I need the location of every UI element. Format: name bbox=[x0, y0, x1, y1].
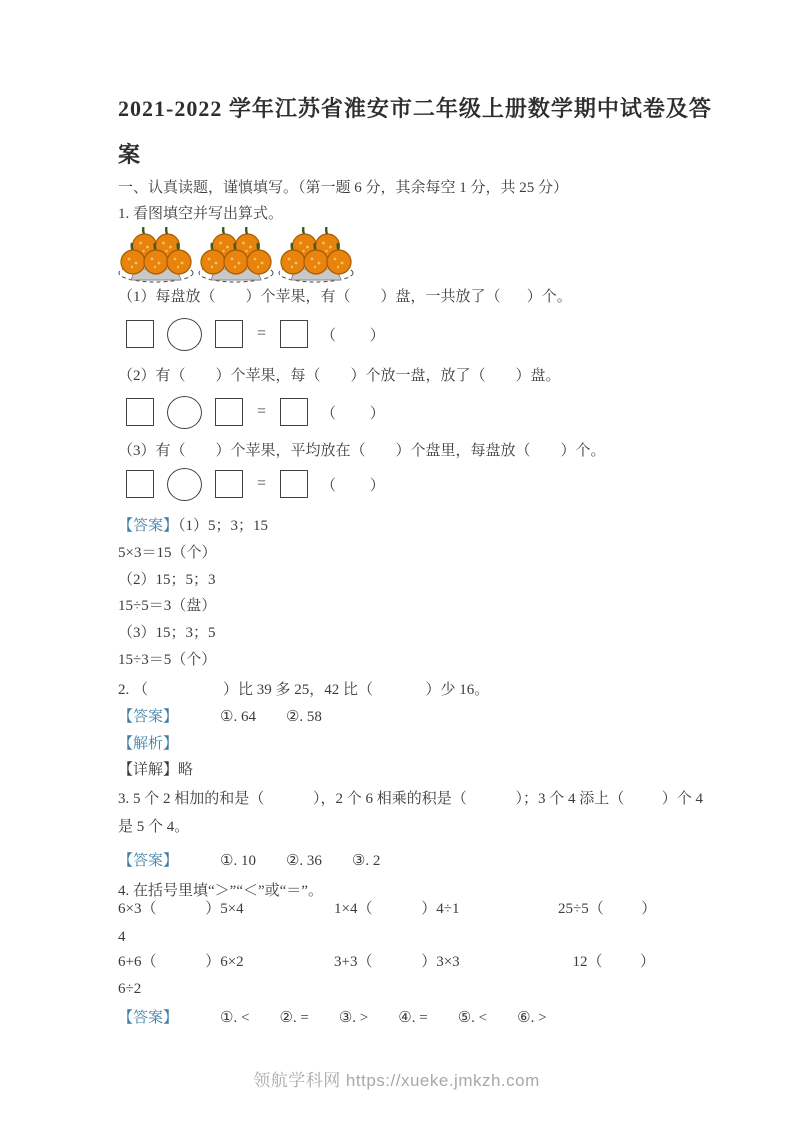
document-title-line1: 2021-2022 学年江苏省淮安市二年级上册数学期中试卷及答 bbox=[118, 96, 712, 121]
q1-answer-values-1: （1）5；3；15 bbox=[178, 518, 269, 534]
q1-answer-work3: 15÷3＝5（个） bbox=[118, 652, 217, 668]
document-title-line2: 案 bbox=[118, 142, 142, 167]
q2-detail-row bbox=[118, 760, 193, 780]
q2-answer-row bbox=[118, 707, 322, 727]
q2-analysis-label bbox=[118, 734, 178, 754]
unit-parens: （ ） bbox=[321, 477, 385, 494]
q1-sub1: （1）每盘放（ ）个苹果，有（ ）盘，一共放了（ ）个。 bbox=[118, 289, 572, 305]
apple-plate bbox=[118, 227, 194, 284]
detail-text: 略 bbox=[178, 762, 194, 778]
apple-plate bbox=[198, 227, 274, 284]
section-heading: 一、认真读题，谨慎填写。（第一题 6 分，其余每空 1 分，共 25 分） bbox=[118, 180, 569, 196]
q4-compare-cell: 3+3（ ）3×3 bbox=[334, 954, 460, 970]
q4-answer-item: ②. = bbox=[279, 1010, 309, 1026]
blank-square bbox=[215, 398, 243, 426]
q4-answer-row bbox=[118, 1008, 547, 1028]
q2-answer-item: ①. 64 bbox=[220, 709, 256, 725]
q3-answer-item: ①. 10 bbox=[220, 853, 256, 869]
q3-answer-item: ②. 36 bbox=[285, 853, 322, 869]
blank-square bbox=[126, 470, 154, 498]
q1-answer-values-3: （3）15；3；5 bbox=[118, 625, 216, 641]
q2-stem: 2. （ ）比 39 多 25，42 比（ ）少 16。 bbox=[118, 682, 490, 698]
blank-square bbox=[215, 470, 243, 498]
analysis-label: 【解析】 bbox=[118, 736, 179, 752]
apple-plates-illustration bbox=[118, 227, 354, 284]
q3-answer-item: ③. 2 bbox=[351, 853, 381, 869]
q1-sub3: （3）有（ ）个苹果，平均放在（ ）个盘里，每盘放（ ）个。 bbox=[118, 443, 606, 459]
q4-stem: 4. 在括号里填“＞”“＜”或“＝”。 bbox=[118, 883, 323, 899]
blank-square bbox=[215, 320, 243, 348]
q4-compare-row2 bbox=[118, 952, 655, 972]
blank-circle bbox=[167, 396, 202, 429]
blank-square bbox=[126, 320, 154, 348]
q4-compare-cell: 1×4（ ）4÷1 bbox=[334, 901, 460, 917]
site-watermark: 领航学科网 https://xueke.jmkzh.com bbox=[253, 1071, 540, 1090]
q4-compare-cell: 25÷5（ ） bbox=[558, 901, 657, 917]
answer-label: 【答案】 bbox=[118, 1010, 179, 1026]
q1-equation-blanks-3 bbox=[126, 466, 385, 502]
blank-square bbox=[126, 398, 154, 426]
blank-square bbox=[280, 398, 308, 426]
q4-compare-row1 bbox=[118, 899, 655, 919]
apple-plate bbox=[278, 227, 354, 284]
blank-circle bbox=[167, 318, 202, 351]
q4-row2-wrap: 6÷2 bbox=[118, 981, 142, 997]
q1-equation-blanks-1 bbox=[126, 316, 385, 352]
q4-answer-item: ③. > bbox=[338, 1010, 369, 1026]
answer-label: 【答案】 bbox=[118, 709, 179, 725]
q4-compare-cell: 6×3（ ）5×4 bbox=[118, 901, 244, 917]
q1-answer-work1: 5×3＝15（个） bbox=[118, 545, 217, 561]
blank-circle bbox=[167, 468, 202, 501]
q3-stem-line1: 3. 5 个 2 相加的和是（ ），2 个 6 相乘的积是（ ）；3 个 4 添上（ ）个 4 bbox=[118, 791, 704, 807]
equals-sign: = bbox=[257, 325, 267, 342]
q4-answer-item: ⑥. > bbox=[517, 1010, 547, 1026]
q1-sub2: （2）有（ ）个苹果，每（ ）个放一盘，放了（ ）盘。 bbox=[118, 368, 561, 384]
q4-answer-item: ①. < bbox=[220, 1010, 250, 1026]
detail-label: 【详解】 bbox=[118, 762, 179, 778]
equals-sign: = bbox=[257, 475, 267, 492]
q1-answer-values-2: （2）15；5；3 bbox=[118, 572, 216, 588]
q4-compare-cell: 6+6（ ）6×2 bbox=[118, 954, 244, 970]
q2-answer-item: ②. 58 bbox=[285, 709, 322, 725]
q1-equation-blanks-2 bbox=[126, 394, 385, 430]
q4-answer-item: ⑤. < bbox=[457, 1010, 488, 1026]
blank-square bbox=[280, 470, 308, 498]
q4-row1-wrap: 4 bbox=[118, 929, 126, 945]
answer-label: 【答案】 bbox=[118, 518, 179, 534]
q1-answer-line1 bbox=[118, 516, 268, 536]
q4-answer-item: ④. = bbox=[398, 1010, 428, 1026]
q1-stem: 1. 看图填空并写出算式。 bbox=[118, 206, 284, 222]
q1-answer-work2: 15÷5＝3（盘） bbox=[118, 598, 217, 614]
q4-compare-cell: 12（ ） bbox=[572, 954, 655, 970]
answer-label: 【答案】 bbox=[118, 853, 179, 869]
blank-square bbox=[280, 320, 308, 348]
unit-parens: （ ） bbox=[321, 327, 385, 344]
q3-answer-row bbox=[118, 851, 380, 871]
unit-parens: （ ） bbox=[321, 405, 385, 422]
q3-stem-line2: 是 5 个 4。 bbox=[118, 819, 190, 835]
equals-sign: = bbox=[257, 403, 267, 420]
